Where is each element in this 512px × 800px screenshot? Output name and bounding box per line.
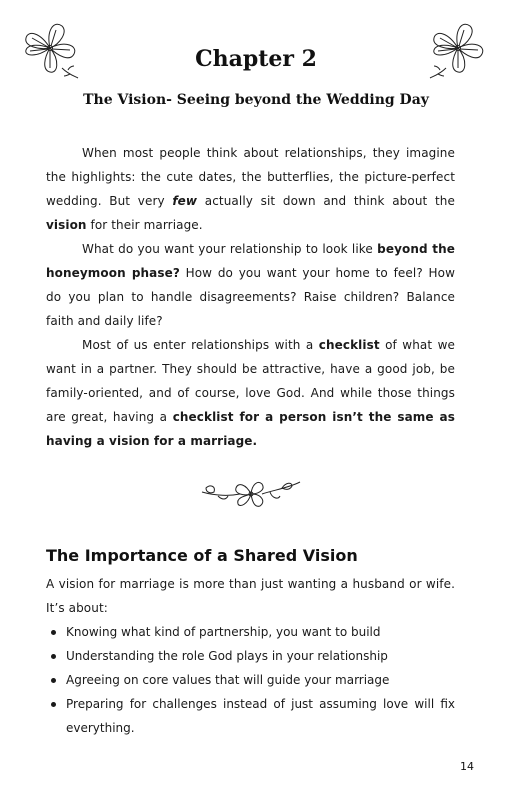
list-item: Preparing for challenges instead of just assuming love will fix everything. (46, 692, 455, 740)
section-heading: The Importance of a Shared Vision (46, 546, 358, 565)
chapter-title: Chapter 2 (195, 46, 317, 72)
paragraph-text: of what we want in a partner. They should be attractive, have a good job, be family-oriented, and of course, love God. And while those things are great, having a (46, 338, 455, 424)
chapter-subtitle: The Vision- Seeing beyond the Wedding Day (83, 92, 429, 108)
bullet-list (46, 620, 455, 740)
emphasis-text: checklist (318, 338, 380, 352)
emphasis-text: checklist for a person isn’t the same as having a vision for a marriage. (46, 410, 455, 448)
paragraph-text: actually sit down and think about the (197, 194, 455, 208)
emphasis-text: vision (46, 218, 87, 232)
emphasis-text: beyond the honeymoon phase? (46, 242, 456, 280)
section-intro: A vision for marriage is more than just wanting a husband or wife. It’s about: (46, 577, 455, 615)
list-item: Agreeing on core values that will guide your marriage (46, 668, 455, 692)
paragraph-text: What do you want your relationship to look like (82, 242, 378, 256)
paragraph-2 (46, 237, 455, 333)
floral-divider-icon (196, 474, 306, 514)
list-item: Understanding the role God plays in your relationship (46, 644, 455, 668)
paragraph-text: When most people think about relationships, they imagine the highlights: the cute dates, the butterflies, the picture-perfect wedding. But very (46, 146, 455, 208)
list-item: Knowing what kind of partnership, you want to build (46, 620, 455, 644)
paragraph-3 (46, 333, 455, 453)
paragraph-text: Most of us enter relationships with a (82, 338, 319, 352)
paragraph-text: How do you want your home to feel? How do you plan to handle disagreements? Raise children? Balance faith and daily life? (46, 266, 455, 328)
paragraph-1 (46, 141, 455, 237)
emphasis-text: few (172, 194, 198, 208)
paragraph-text: for their marriage. (86, 218, 203, 232)
page-number: 14 (460, 760, 474, 773)
